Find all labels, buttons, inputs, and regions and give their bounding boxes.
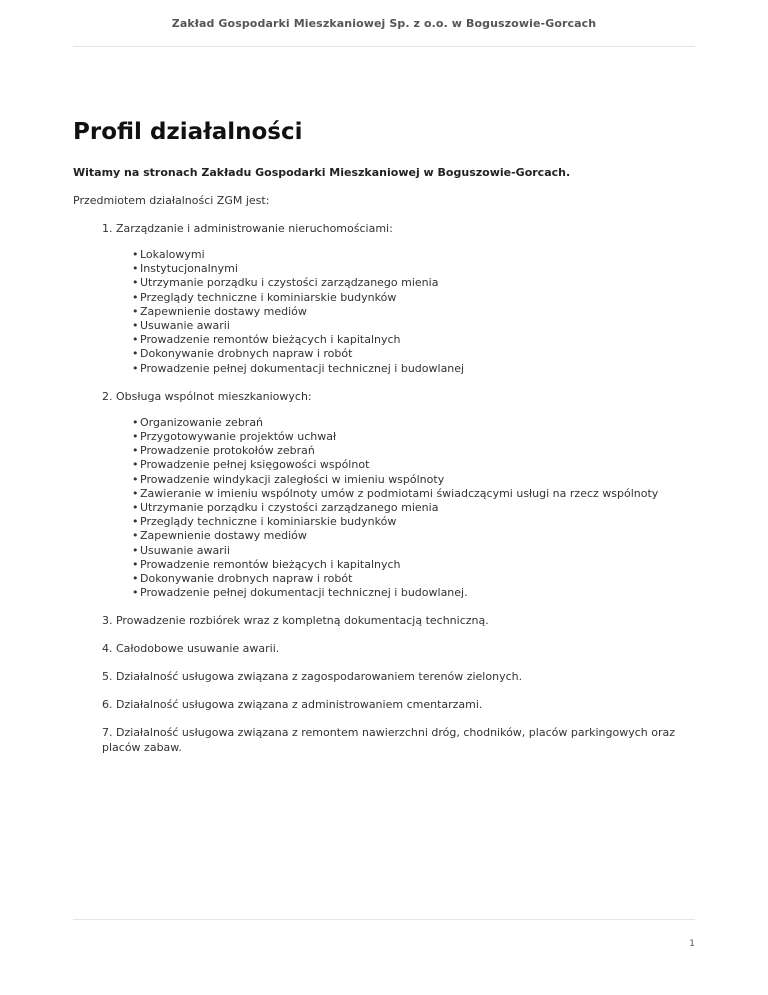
- list-item: [132, 501, 695, 515]
- list-item-text: Prowadzenie protokołów zebrań: [140, 444, 315, 458]
- section-item-7: 7. Działalność usługowa związana z remontem nawierzchni dróg, chodników, placów parkingowych oraz placów zabaw.: [102, 726, 675, 755]
- section-2-list: [132, 416, 695, 601]
- bullet-icon: •: [132, 586, 139, 600]
- bullet-icon: •: [132, 444, 139, 458]
- bullet-icon: •: [132, 333, 139, 347]
- list-item: [132, 430, 695, 444]
- intro-text: Przedmiotem działalności ZGM jest:: [73, 194, 270, 207]
- list-item-text: Zapewnienie dostawy mediów: [140, 529, 307, 543]
- list-item-text: Prowadzenie pełnej dokumentacji technicznej i budowlanej.: [140, 586, 468, 600]
- bullet-icon: •: [132, 262, 139, 276]
- bullet-icon: •: [132, 290, 139, 304]
- list-item-text: Utrzymanie porządku i czystości zarządzanego mienia: [140, 276, 439, 290]
- list-item-text: Dokonywanie drobnych napraw i robót: [140, 347, 353, 361]
- bullet-icon: •: [132, 347, 139, 361]
- list-item-text: Prowadzenie windykacji zaległości w imieniu wspólnoty: [140, 472, 445, 486]
- bullet-icon: •: [132, 557, 139, 571]
- bullet-icon: •: [132, 543, 139, 557]
- list-item: [132, 248, 695, 262]
- bullet-icon: •: [132, 248, 139, 261]
- section-1-list: [132, 248, 695, 376]
- section-2-title: 2. Obsługa wspólnot mieszkaniowych:: [102, 389, 312, 403]
- list-item-text: Zawieranie w imieniu wspólnoty umów z podmiotami świadczącymi usługi na rzecz wspólnoty: [140, 486, 659, 500]
- list-item-text: Prowadzenie pełnej dokumentacji technicznej i budowlanej: [140, 361, 465, 375]
- list-item: [132, 276, 695, 290]
- bullet-icon: •: [132, 361, 139, 375]
- bullet-icon: •: [132, 304, 139, 318]
- list-item: [132, 473, 695, 487]
- bullet-icon: •: [132, 572, 139, 586]
- welcome-text: Witamy na stronach Zakładu Gospodarki Mieszkaniowej w Boguszowie-Gorcach.: [73, 166, 571, 179]
- list-item-text: Usuwanie awarii: [140, 319, 230, 333]
- list-item: [132, 544, 695, 558]
- list-item: [132, 529, 695, 543]
- bullet-icon: •: [132, 529, 139, 543]
- main-content: [73, 100, 695, 755]
- list-item: [132, 291, 695, 305]
- list-item: [132, 347, 695, 361]
- list-item-text: Przeglądy techniczne i kominiarskie budynków: [140, 290, 397, 304]
- list-item-text: Lokalowymi: [140, 248, 205, 261]
- list-item: [132, 305, 695, 319]
- list-item: [132, 319, 695, 333]
- list-item: [132, 458, 695, 472]
- list-item: [132, 558, 695, 572]
- bullet-icon: •: [132, 276, 139, 290]
- page-title: Profil działalności: [73, 119, 303, 145]
- other-items-list: [73, 613, 695, 755]
- list-item-text: Organizowanie zebrań: [140, 415, 264, 429]
- list-item-text: Usuwanie awarii: [140, 543, 230, 557]
- list-item-text: Instytucjonalnymi: [140, 262, 238, 276]
- bullet-icon: •: [132, 501, 139, 515]
- list-item: [132, 416, 695, 430]
- page-header: [73, 0, 695, 47]
- section-item-6: 6. Działalność usługowa związana z administrowaniem cmentarzami.: [102, 698, 483, 712]
- bullet-icon: •: [132, 319, 139, 333]
- list-item-text: Prowadzenie pełnej księgowości wspólnot: [140, 458, 370, 472]
- section-item-4: 4. Całodobowe usuwanie awarii.: [102, 642, 280, 656]
- list-item-text: Prowadzenie remontów bieżących i kapitalnych: [140, 557, 401, 571]
- bullet-icon: •: [132, 415, 139, 429]
- bullet-icon: •: [132, 486, 139, 500]
- list-item-text: Prowadzenie remontów bieżących i kapitalnych: [140, 333, 401, 347]
- section-item-3: 3. Prowadzenie rozbiórek wraz z kompletną dokumentacją techniczną.: [102, 614, 489, 628]
- section-1-title: 1. Zarządzanie i administrowanie nieruchomościami:: [102, 222, 393, 235]
- list-item-text: Przygotowywanie projektów uchwał: [140, 430, 337, 444]
- list-item: [132, 586, 695, 600]
- list-item: [132, 362, 695, 376]
- section-item-5: 5. Działalność usługowa związana z zagospodarowaniem terenów zielonych.: [102, 670, 523, 684]
- page-number: 1: [689, 939, 695, 949]
- header-title: Zakład Gospodarki Mieszkaniowej Sp. z o.o. w Boguszowie-Gorcach: [171, 17, 597, 30]
- bullet-icon: •: [132, 430, 139, 444]
- list-item: [132, 333, 695, 347]
- list-item: [132, 487, 695, 501]
- list-item-text: Przeglądy techniczne i kominiarskie budynków: [140, 515, 397, 529]
- list-item-text: Utrzymanie porządku i czystości zarządzanego mienia: [140, 501, 439, 515]
- bullet-icon: •: [132, 472, 139, 486]
- list-item: [132, 444, 695, 458]
- page-footer: [73, 919, 695, 995]
- list-item-text: Dokonywanie drobnych napraw i robót: [140, 572, 353, 586]
- list-item-text: Zapewnienie dostawy mediów: [140, 304, 307, 318]
- list-item: [132, 262, 695, 276]
- bullet-icon: •: [132, 515, 139, 529]
- list-item: [132, 572, 695, 586]
- list-item: [132, 515, 695, 529]
- bullet-icon: •: [132, 458, 139, 472]
